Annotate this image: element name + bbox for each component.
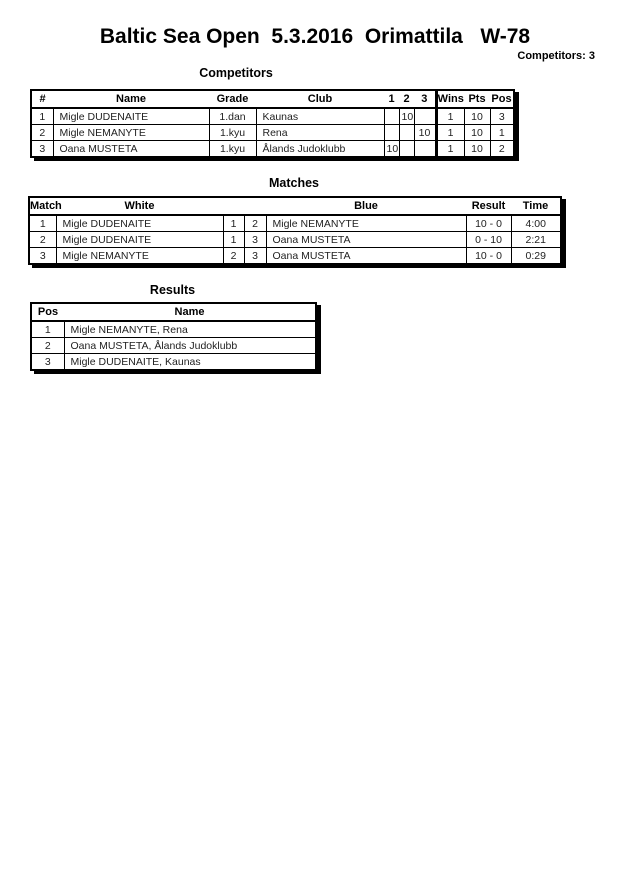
match-time-cell: 0:29 <box>511 248 561 265</box>
score-vs-1-cell <box>384 125 399 141</box>
col-header-wins: Wins <box>436 90 464 108</box>
competitor-grade-cell: 1.kyu <box>209 125 256 141</box>
col-header-grade: Grade <box>209 90 256 108</box>
result-pos-cell: 2 <box>31 338 64 354</box>
match-result-cell: 10 - 0 <box>466 248 511 265</box>
col-header-pos: Pos <box>490 90 514 108</box>
competitors-table <box>30 89 515 158</box>
col-header-pos: Pos <box>31 303 64 321</box>
match-result-cell: 0 - 10 <box>466 232 511 248</box>
match-row <box>29 215 561 232</box>
match-row <box>29 248 561 265</box>
col-header-result: Result <box>466 197 511 215</box>
col-header-num: # <box>31 90 53 108</box>
result-pos-cell: 1 <box>31 321 64 338</box>
col-header-opp3: 3 <box>414 90 436 108</box>
result-row <box>31 338 316 354</box>
competitor-pts-cell: 10 <box>464 141 490 158</box>
score-vs-1-cell <box>384 108 399 125</box>
competitor-club-cell: Kaunas <box>256 108 384 125</box>
result-name-cell: Migle DUDENAITE, Kaunas <box>64 354 316 371</box>
competitor-num-cell: 3 <box>31 141 53 158</box>
competitor-name-cell: Migle NEMANYTE <box>53 125 209 141</box>
competitor-pos-cell: 1 <box>490 125 514 141</box>
match-time-cell: 4:00 <box>511 215 561 232</box>
match-blue-id-cell: 3 <box>244 248 266 265</box>
competitor-grade-cell: 1.dan <box>209 108 256 125</box>
result-name-cell: Oana MUSTETA, Ålands Judoklubb <box>64 338 316 354</box>
competitor-pts-cell: 10 <box>464 108 490 125</box>
competitor-num-cell: 1 <box>31 108 53 125</box>
score-vs-2-cell <box>399 141 414 158</box>
col-header-club: Club <box>256 90 384 108</box>
matches-table <box>28 196 562 265</box>
result-pos-cell: 3 <box>31 354 64 371</box>
match-white-cell: Migle DUDENAITE <box>56 215 223 232</box>
competitor-wins-cell: 1 <box>436 141 464 158</box>
col-header-pts: Pts <box>464 90 490 108</box>
competitor-name-cell: Oana MUSTETA <box>53 141 209 158</box>
score-vs-1-cell: 10 <box>384 141 399 158</box>
results-table <box>30 302 317 371</box>
competitor-club-cell: Ålands Judoklubb <box>256 141 384 158</box>
result-row <box>31 321 316 338</box>
competitor-wins-cell: 1 <box>436 108 464 125</box>
competitor-club-cell: Rena <box>256 125 384 141</box>
match-white-cell: Migle NEMANYTE <box>56 248 223 265</box>
matches-header-row <box>29 197 561 215</box>
score-vs-3-cell <box>414 141 436 158</box>
col-header-blue: Blue <box>266 197 466 215</box>
col-header-white-id <box>223 197 244 215</box>
score-vs-3-cell: 10 <box>414 125 436 141</box>
match-blue-id-cell: 3 <box>244 232 266 248</box>
result-row <box>31 354 316 371</box>
col-header-white: White <box>56 197 223 215</box>
competitor-row <box>31 141 514 158</box>
col-header-opp2: 2 <box>399 90 414 108</box>
competitor-num-cell: 2 <box>31 125 53 141</box>
col-header-name: Name <box>64 303 316 321</box>
results-section-title: Results <box>149 283 196 297</box>
match-result-cell: 10 - 0 <box>466 215 511 232</box>
matches-section-title: Matches <box>268 176 320 190</box>
match-white-cell: Migle DUDENAITE <box>56 232 223 248</box>
col-header-name: Name <box>53 90 209 108</box>
page-title: Baltic Sea Open 5.3.2016 Orimattila W-78 <box>99 25 531 48</box>
col-header-opp1: 1 <box>384 90 399 108</box>
col-header-match: Match <box>29 197 56 215</box>
score-vs-3-cell <box>414 108 436 125</box>
match-white-id-cell: 1 <box>223 232 244 248</box>
match-white-id-cell: 1 <box>223 215 244 232</box>
competitor-row <box>31 125 514 141</box>
col-header-time: Time <box>511 197 561 215</box>
competitor-pos-cell: 3 <box>490 108 514 125</box>
score-vs-2-cell: 10 <box>399 108 414 125</box>
competitors-header-row <box>31 90 514 108</box>
competitor-wins-cell: 1 <box>436 125 464 141</box>
col-header-blue-id <box>244 197 266 215</box>
match-blue-id-cell: 2 <box>244 215 266 232</box>
match-num-cell: 2 <box>29 232 56 248</box>
competitor-row <box>31 108 514 125</box>
match-blue-cell: Oana MUSTETA <box>266 232 466 248</box>
match-time-cell: 2:21 <box>511 232 561 248</box>
competitors-count: Competitors: 3 <box>517 50 595 62</box>
results-header-row <box>31 303 316 321</box>
competitor-pos-cell: 2 <box>490 141 514 158</box>
score-vs-2-cell <box>399 125 414 141</box>
match-num-cell: 3 <box>29 248 56 265</box>
match-num-cell: 1 <box>29 215 56 232</box>
result-name-cell: Migle NEMANYTE, Rena <box>64 321 316 338</box>
competitor-grade-cell: 1.kyu <box>209 141 256 158</box>
competitors-section-title: Competitors <box>199 66 273 80</box>
match-white-id-cell: 2 <box>223 248 244 265</box>
match-blue-cell: Oana MUSTETA <box>266 248 466 265</box>
competitor-pts-cell: 10 <box>464 125 490 141</box>
match-row <box>29 232 561 248</box>
competitor-name-cell: Migle DUDENAITE <box>53 108 209 125</box>
match-blue-cell: Migle NEMANYTE <box>266 215 466 232</box>
